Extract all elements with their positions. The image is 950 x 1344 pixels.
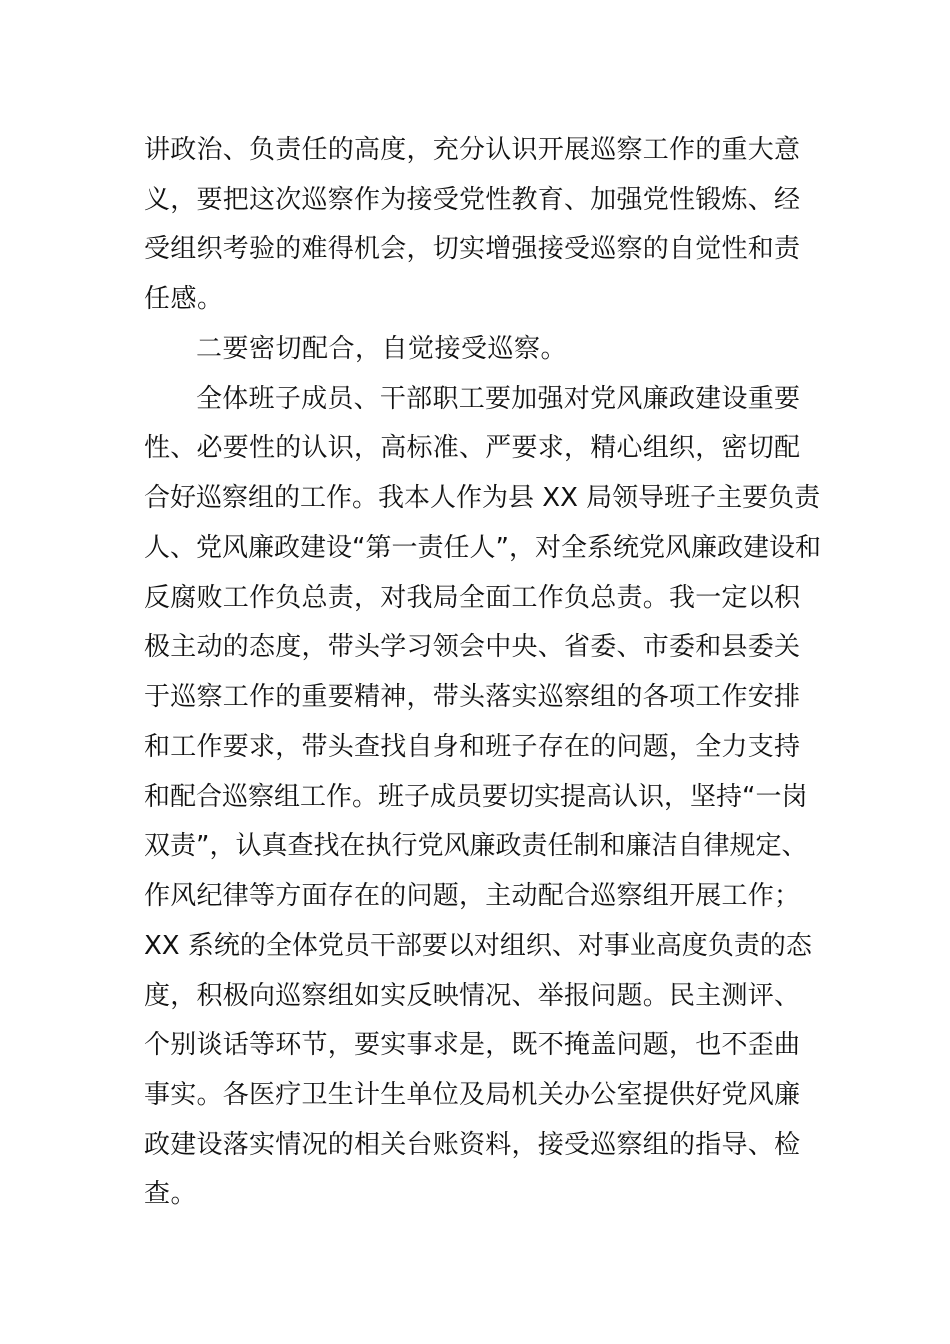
- text-line: 极主动的态度，带头学习领会中央、省委、市委和县委关: [144, 632, 800, 662]
- text-line: 作风纪律等方面存在的问题，主动配合巡察组开展工作；: [144, 881, 800, 911]
- text-line: 查。: [144, 1179, 198, 1209]
- text-line: XX 系统的全体党员干部要以对组织、对事业高度负责的态: [144, 931, 812, 961]
- text-line: 人、党风廉政建设“第一责任人”，对全系统党风廉政建设和: [144, 533, 821, 563]
- text-line: 性、必要性的认识，高标准、严要求，精心组织，密切配: [144, 433, 800, 463]
- text-line: 和工作要求，带头查找自身和班子存在的问题，全力支持: [144, 732, 800, 762]
- section-heading: 二要密切配合，自觉接受巡察。: [196, 334, 568, 364]
- text-line: 讲政治、负责任的高度，充分认识开展巡察工作的重大意: [144, 135, 800, 165]
- text-line: 事实。各医疗卫生计生单位及局机关办公室提供好党风廉: [144, 1080, 800, 1110]
- text-line: 全体班子成员、干部职工要加强对党风廉政建设重要: [196, 384, 800, 414]
- text-line: 义，要把这次巡察作为接受党性教育、加强党性锻炼、经: [144, 185, 800, 215]
- text-line: 度，积极向巡察组如实反映情况、举报问题。民主测评、: [144, 981, 800, 1011]
- text-line: 合好巡察组的工作。我本人作为县 XX 局领导班子主要负责: [144, 483, 821, 513]
- text-line: 任感。: [144, 284, 224, 314]
- text-line: 个别谈话等环节，要实事求是，既不掩盖问题，也不歪曲: [144, 1030, 800, 1060]
- text-line: 于巡察工作的重要精神，带头落实巡察组的各项工作安排: [144, 682, 800, 712]
- text-line: 反腐败工作负总责，对我局全面工作负总责。我一定以积: [144, 583, 800, 613]
- text-line: 受组织考验的难得机会，切实增强接受巡察的自觉性和责: [144, 234, 800, 264]
- text-line: 双责”，认真查找在执行党风廉政责任制和廉洁自律规定、: [144, 831, 808, 861]
- text-line: 政建设落实情况的相关台账资料，接受巡察组的指导、检: [144, 1130, 800, 1160]
- text-line: 和配合巡察组工作。班子成员要切实提高认识，坚持“一岗: [144, 782, 808, 812]
